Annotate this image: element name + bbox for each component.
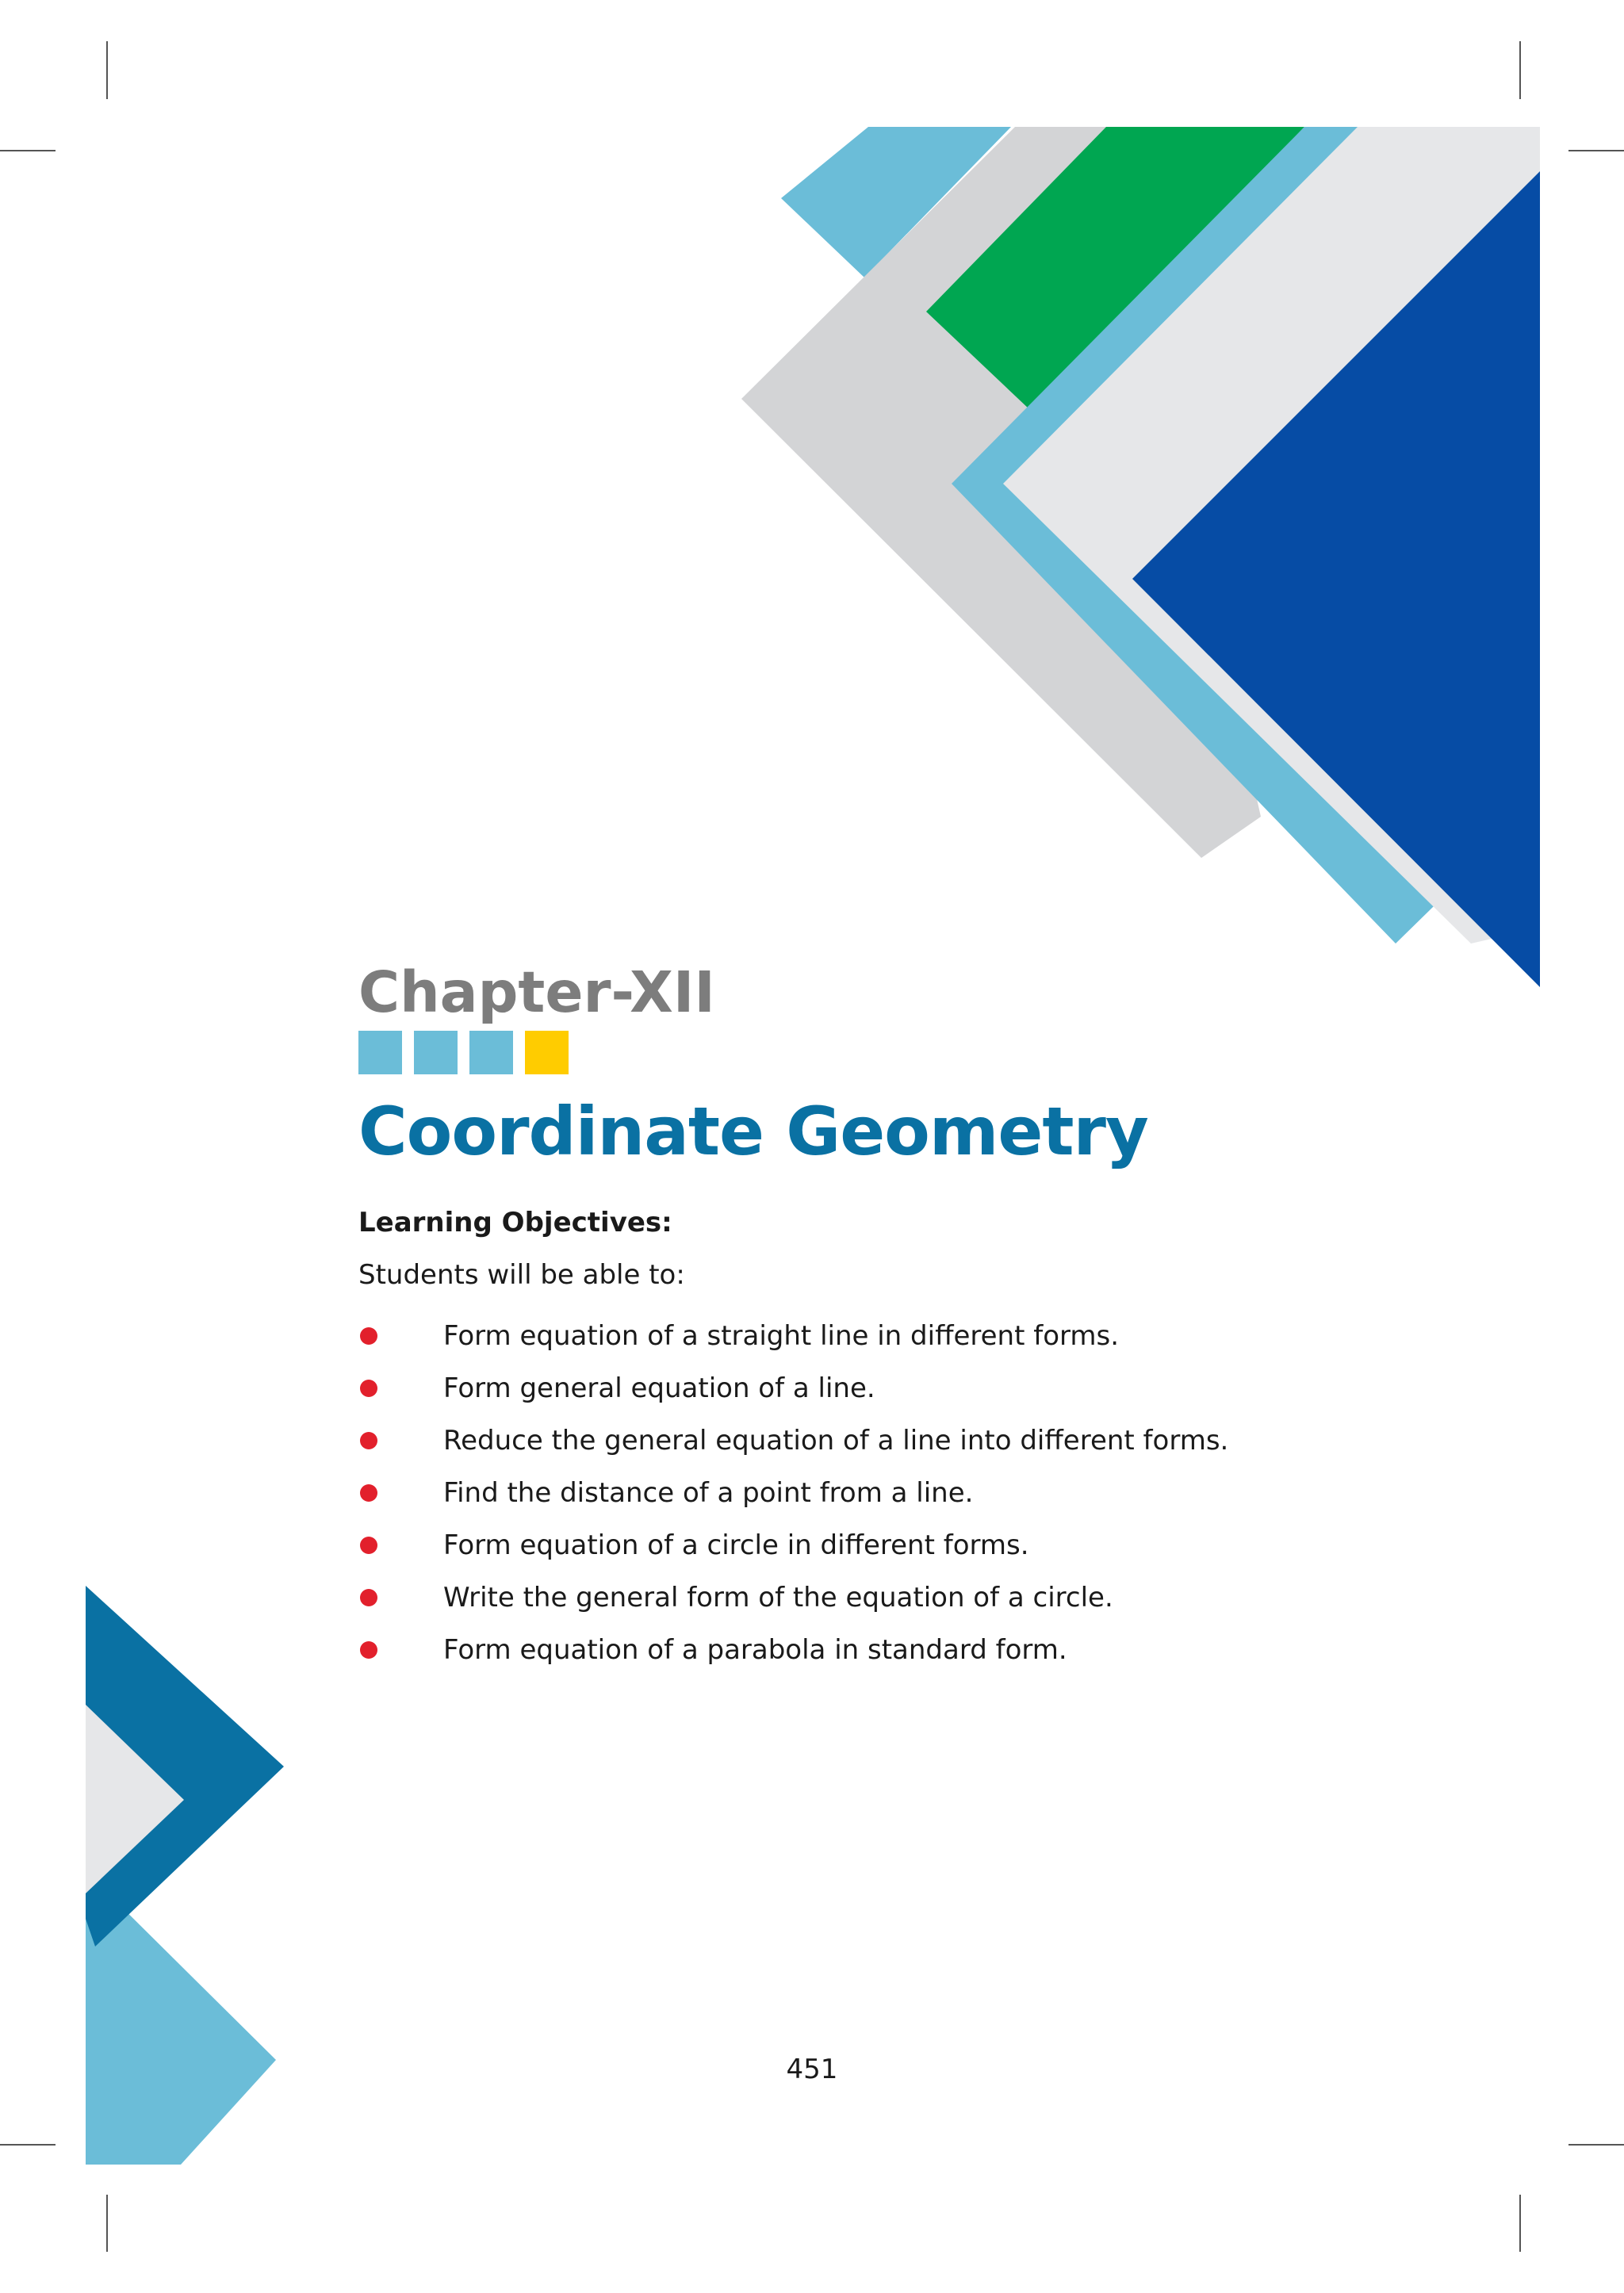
- bullet-icon: [360, 1641, 377, 1659]
- bullet-icon: [360, 1484, 377, 1502]
- objective-text: Find the distance of a point from a line.: [443, 1477, 974, 1509]
- square-yellow: [525, 1031, 569, 1074]
- chapter-title: Coordinate Geometry: [358, 1093, 1148, 1170]
- top-right-shapes: [741, 127, 1540, 987]
- square-blue: [469, 1031, 513, 1074]
- page-number: 451: [786, 2054, 838, 2085]
- objective-text: Write the general form of the equation of a circle.: [443, 1582, 1113, 1614]
- bullet-icon: [360, 1380, 377, 1397]
- bullet-icon: [360, 1537, 377, 1554]
- bullet-icon: [360, 1327, 377, 1345]
- bullet-icon: [360, 1432, 377, 1449]
- learning-objectives-heading: Learning Objectives:: [358, 1207, 672, 1238]
- learning-objectives-intro: Students will be able to:: [358, 1259, 685, 1291]
- square-blue: [414, 1031, 458, 1074]
- objective-text: Form equation of a circle in different forms.: [443, 1529, 1029, 1561]
- chapter-label: Chapter-XII: [358, 959, 715, 1025]
- decorative-squares: [358, 1031, 569, 1074]
- objective-text: Form equation of a parabola in standard form.: [443, 1634, 1067, 1666]
- objective-text: Reduce the general equation of a line into different forms.: [443, 1425, 1229, 1457]
- square-blue: [358, 1031, 402, 1074]
- objective-text: Form general equation of a line.: [443, 1372, 875, 1404]
- objective-text: Form equation of a straight line in different forms.: [443, 1320, 1120, 1352]
- bullet-icon: [360, 1589, 377, 1606]
